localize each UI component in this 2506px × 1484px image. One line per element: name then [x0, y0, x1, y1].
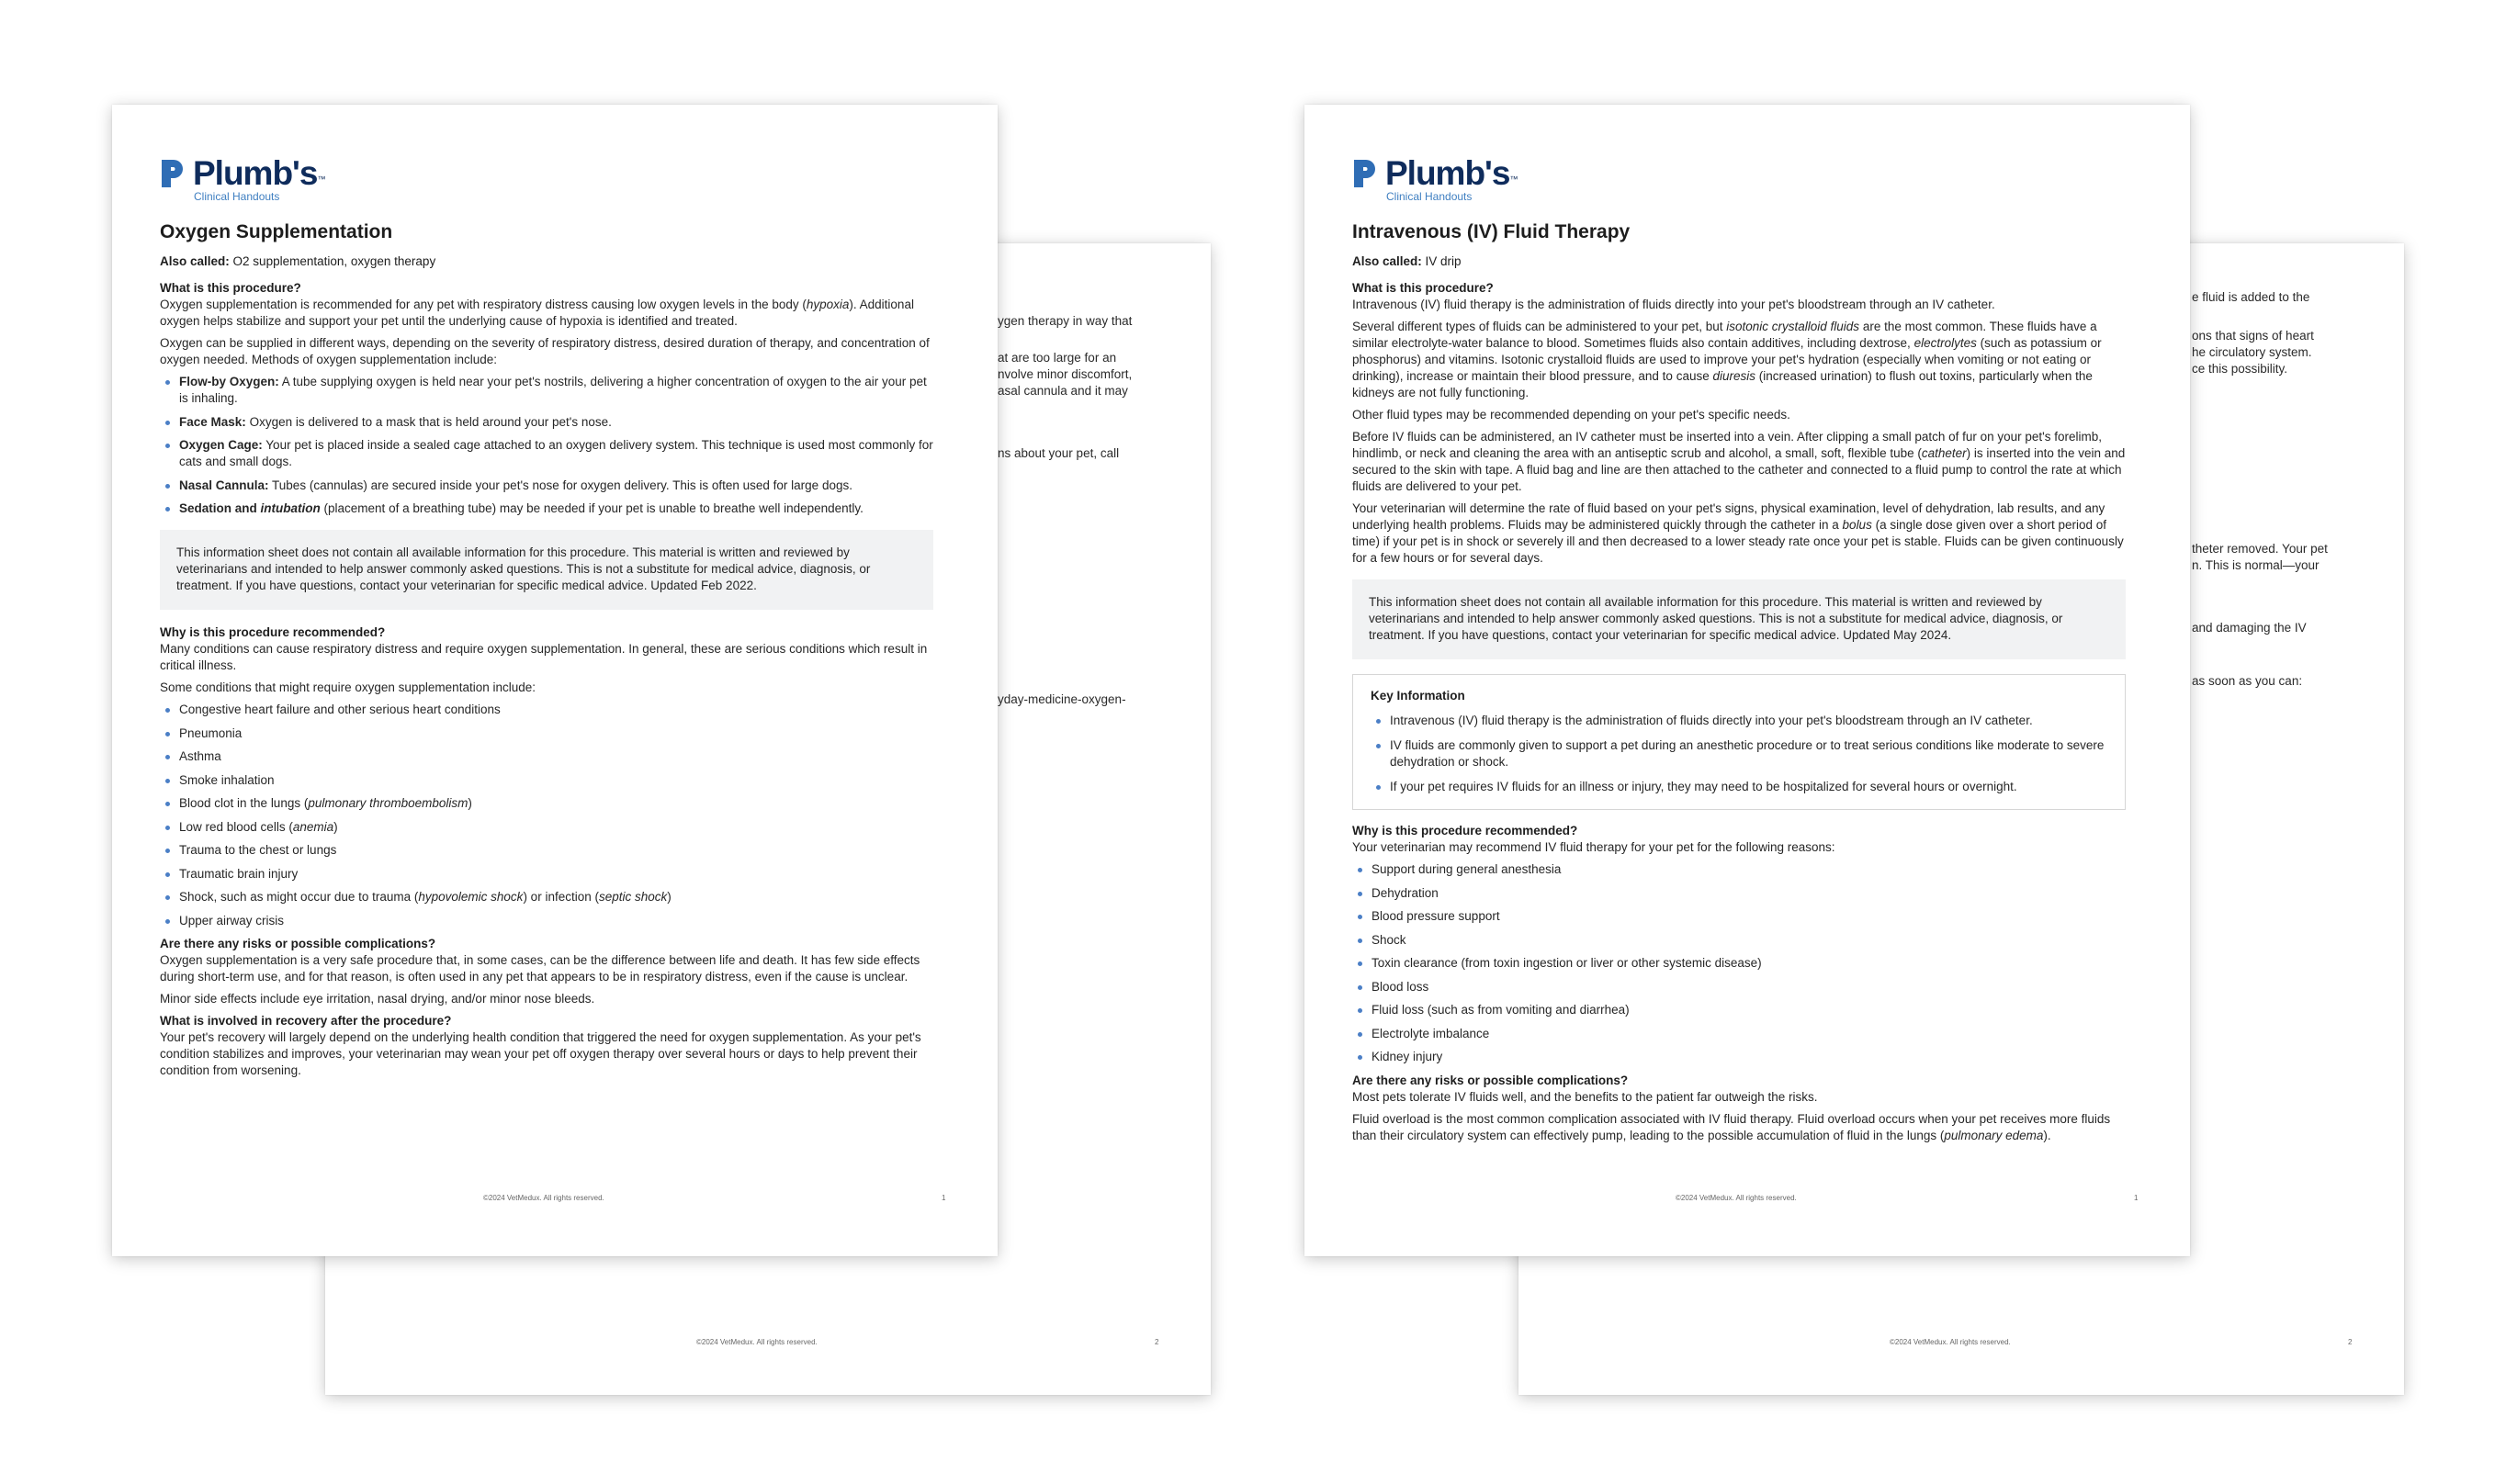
section-heading: Are there any risks or possible complications?: [1352, 1073, 1629, 1087]
paragraph: Your pet's recovery will largely depend on the underlying health condition that triggered the need for oxygen supplementation. As your pet's condition stabilizes and improves, your veterinarian may wean your pet off oxygen therapy over several hours or days to help prevent their condition from worsening.: [160, 1030, 921, 1077]
page2-fragment: n. This is normal—your: [2192, 558, 2320, 572]
list-item: Nasal Cannula: Tubes (cannulas) are secured inside your pet's nose for oxygen delivery. This is often used for large dogs.: [160, 478, 933, 494]
list-item: IV fluids are commonly given to support a pet during an anesthetic procedure or to treat serious conditions like moderate to severe dehydration or shock.: [1371, 737, 2107, 770]
list-item: Support during general anesthesia: [1352, 861, 2126, 878]
copyright: ©2024 VetMedux. All rights reserved.: [696, 1338, 818, 1346]
page2-fragment: ons that signs of heart: [2192, 329, 2314, 343]
page2-fragment: ce this possibility.: [2192, 362, 2288, 376]
section-heading: Why is this procedure recommended?: [1352, 824, 1578, 838]
list-item: Traumatic brain injury: [160, 866, 933, 883]
list-item: Asthma: [160, 748, 933, 765]
list-item: Pneumonia: [160, 725, 933, 742]
paragraph: Before IV fluids can be administered, an IV catheter must be inserted into a vein. After clipping a small patch of fur on your pet's forelimb, hindlimb, or neck and cleaning the area with an antiseptic scrub and alcohol, a small, soft, flexible tube (catheter) is inserted into the vein and secured to the skin with tape. A fluid bag and line are then attached to the catheter and connected to a fluid pump to control the rate at which fluids are delivered to your pet.: [1352, 430, 2126, 493]
brand-name: Plumb's™: [193, 154, 326, 192]
paragraph: Intravenous (IV) fluid therapy is the administration of fluids directly into your pet's bloodstream through an IV catheter.: [1352, 298, 1995, 311]
list-item: Face Mask: Oxygen is delivered to a mask that is held around your pet's nose.: [160, 414, 933, 431]
plumbs-logo: [160, 156, 933, 202]
paragraph: Oxygen supplementation is a very safe procedure that, in some cases, can be the difference between life and death. It has few side effects during short-term use, and for that reason, is often used in any pet that appears to be in respiratory distress, even if the cause is unclear.: [160, 953, 920, 984]
paragraph: Oxygen supplementation is recommended for any pet with respiratory distress causing low oxygen levels in the body (hypoxia). Additional oxygen helps stabilize and support your pet until the underlying cause of hypoxia is identified and treated.: [160, 298, 914, 328]
page-number: 1: [942, 1194, 946, 1202]
paragraph: Minor side effects include eye irritation, nasal drying, and/or minor nose bleeds.: [160, 992, 595, 1006]
page2-fragment: as soon as you can:: [2192, 674, 2303, 688]
page2-fragment: ygen therapy in way that: [998, 314, 1133, 328]
list-item: Blood loss: [1352, 979, 2126, 995]
page-number: 1: [2134, 1194, 2139, 1202]
brand-tagline: Clinical Handouts: [1386, 190, 1473, 203]
section-heading: Why is this procedure recommended?: [160, 625, 386, 639]
page2-fragment: nvolve minor discomfort,: [998, 367, 1133, 381]
copyright: ©2024 VetMedux. All rights reserved.: [1890, 1338, 2011, 1346]
list-item: Toxin clearance (from toxin ingestion or liver or other systemic disease): [1352, 955, 2126, 972]
paragraph: Oxygen can be supplied in different ways, depending on the severity of respiratory distress, desired duration of therapy, and concentration of oxygen needed. Methods of oxygen supplementation include:: [160, 336, 930, 366]
page2-fragment: he circulatory system.: [2192, 345, 2312, 359]
iv-handout-page-1: [1304, 105, 2190, 1256]
methods-list: [160, 374, 933, 517]
paragraph: Your veterinarian will determine the rate of fluid based on your pet's signs, physical examination, level of dehydration, lab results, and any underlying health problems. Fluids may be administered quickly through the catheter in a bolus (a single dose given over a short period of time) if your pet is in shock or severely ill and then decreased to a lower steady rate once your pet is stable. Fluids can be given continuously for a few hours or for several days.: [1352, 501, 2124, 565]
disclaimer-box: This information sheet does not contain all available information for this procedure. This material is written and reviewed by veterinarians and intended to help answer commonly asked questions. This is not a substitute for medical advice, diagnosis, or treatment. If you have questions, contact your veterinarian for specific medical advice. Updated May 2024.: [1352, 579, 2126, 659]
list-item: Flow-by Oxygen: A tube supplying oxygen is held near your pet's nostrils, delivering a higher concentration of oxygen to the air your pet is inhaling.: [160, 374, 933, 407]
brand-tagline: Clinical Handouts: [194, 190, 280, 203]
section-heading: What is this procedure?: [1352, 281, 1494, 295]
plumbs-p-icon: [160, 158, 187, 189]
list-item: Low red blood cells (anemia): [160, 819, 933, 836]
conditions-list: [160, 702, 933, 929]
list-item: Fluid loss (such as from vomiting and diarrhea): [1352, 1002, 2126, 1018]
key-info-heading: Key Information: [1371, 689, 1465, 703]
section-heading: Are there any risks or possible complications?: [160, 937, 436, 950]
also-called: Also called: IV drip: [1352, 254, 1462, 268]
copyright: ©2024 VetMedux. All rights reserved.: [483, 1194, 604, 1202]
page-number: 2: [2348, 1338, 2353, 1346]
list-item: Electrolyte imbalance: [1352, 1026, 2126, 1042]
paragraph: Fluid overload is the most common complication associated with IV fluid therapy. Fluid overload occurs when your pet receives more fluids than their circulatory system can effectively pump, leading to the possible accumulation of fluid in the lungs (pulmonary edema).: [1352, 1111, 2111, 1142]
page2-fragment: ns about your pet, call: [998, 446, 1120, 460]
page2-fragment: theter removed. Your pet: [2192, 542, 2328, 556]
list-item: Intravenous (IV) fluid therapy is the administration of fluids directly into your pet's bloodstream through an IV catheter.: [1371, 713, 2107, 729]
paragraph: Many conditions can cause respiratory distress and require oxygen supplementation. In general, these are serious conditions which result in critical illness.: [160, 642, 928, 672]
paragraph: Some conditions that might require oxygen supplementation include:: [160, 680, 536, 694]
list-item: Oxygen Cage: Your pet is placed inside a sealed cage attached to an oxygen delivery system. This technique is used most commonly for cats and small dogs.: [160, 437, 933, 470]
list-item: Smoke inhalation: [160, 772, 933, 789]
oxygen-handout-page-1: [112, 105, 998, 1256]
list-item: Trauma to the chest or lungs: [160, 842, 933, 859]
paragraph: Several different types of fluids can be administered to your pet, but isotonic crystalloid fluids are the most common. These fluids have a similar electrolyte-water balance to blood. Sometimes fluids also contain additives, including dextrose, electrolytes (such as potassium or phosphorus) and vitamins. Isotonic crystalloid fluids are used to improve your pet's hydration (especially when vomiting or not eating or drinking), increase or maintain their blood pressure, and to cause diuresis (increased urination) to flush out toxins, particularly when the kidneys are not fully functioning.: [1352, 320, 2102, 399]
list-item: Blood clot in the lungs (pulmonary thromboembolism): [160, 795, 933, 812]
list-item: Dehydration: [1352, 885, 2126, 902]
list-item: If your pet requires IV fluids for an illness or injury, they may need to be hospitalized for several hours or overnight.: [1371, 779, 2107, 795]
page-number: 2: [1155, 1338, 1159, 1346]
paragraph: Most pets tolerate IV fluids well, and the benefits to the patient far outweigh the risks.: [1352, 1089, 1818, 1104]
list-item: Congestive heart failure and other serious heart conditions: [160, 702, 933, 718]
disclaimer-box: This information sheet does not contain all available information for this procedure. This material is written and reviewed by veterinarians and intended to help answer commonly asked questions. This is not a substitute for medical advice, diagnosis, or treatment. If you have questions, contact your veterinarian for specific medical advice. Updated Feb 2022.: [160, 530, 933, 610]
paragraph: Other fluid types may be recommended depending on your pet's specific needs.: [1352, 408, 1790, 422]
page2-fragment: e fluid is added to the: [2192, 290, 2310, 304]
copyright: ©2024 VetMedux. All rights reserved.: [1676, 1194, 1797, 1202]
plumbs-p-icon: [1352, 158, 1380, 189]
page2-fragment: and damaging the IV: [2192, 621, 2307, 635]
page2-fragment: asal cannula and it may: [998, 384, 1128, 398]
brand-name: Plumb's™: [1385, 154, 1518, 192]
reasons-list: [1352, 861, 2126, 1065]
also-called: Also called: O2 supplementation, oxygen therapy: [160, 254, 436, 268]
page2-fragment: at are too large for an: [998, 351, 1117, 365]
page-title: Oxygen Supplementation: [160, 221, 393, 242]
paragraph: Your veterinarian may recommend IV fluid therapy for your pet for the following reasons:: [1352, 840, 1835, 854]
list-item: Shock: [1352, 932, 2126, 949]
section-heading: What is this procedure?: [160, 281, 301, 295]
key-information-box: [1352, 674, 2126, 810]
list-item: Blood pressure support: [1352, 908, 2126, 925]
list-item: Shock, such as might occur due to trauma (hypovolemic shock) or infection (septic shock): [160, 889, 933, 905]
list-item: Sedation and intubation (placement of a breathing tube) may be needed if your pet is unable to breathe well independently.: [160, 500, 933, 517]
list-item: Kidney injury: [1352, 1049, 2126, 1065]
list-item: Upper airway crisis: [160, 913, 933, 929]
key-info-list: [1371, 713, 2107, 795]
page2-fragment: yday-medicine-oxygen-: [998, 692, 1126, 706]
plumbs-logo: [1352, 156, 2126, 202]
section-heading: What is involved in recovery after the procedure?: [160, 1014, 452, 1028]
page-title: Intravenous (IV) Fluid Therapy: [1352, 221, 1631, 242]
